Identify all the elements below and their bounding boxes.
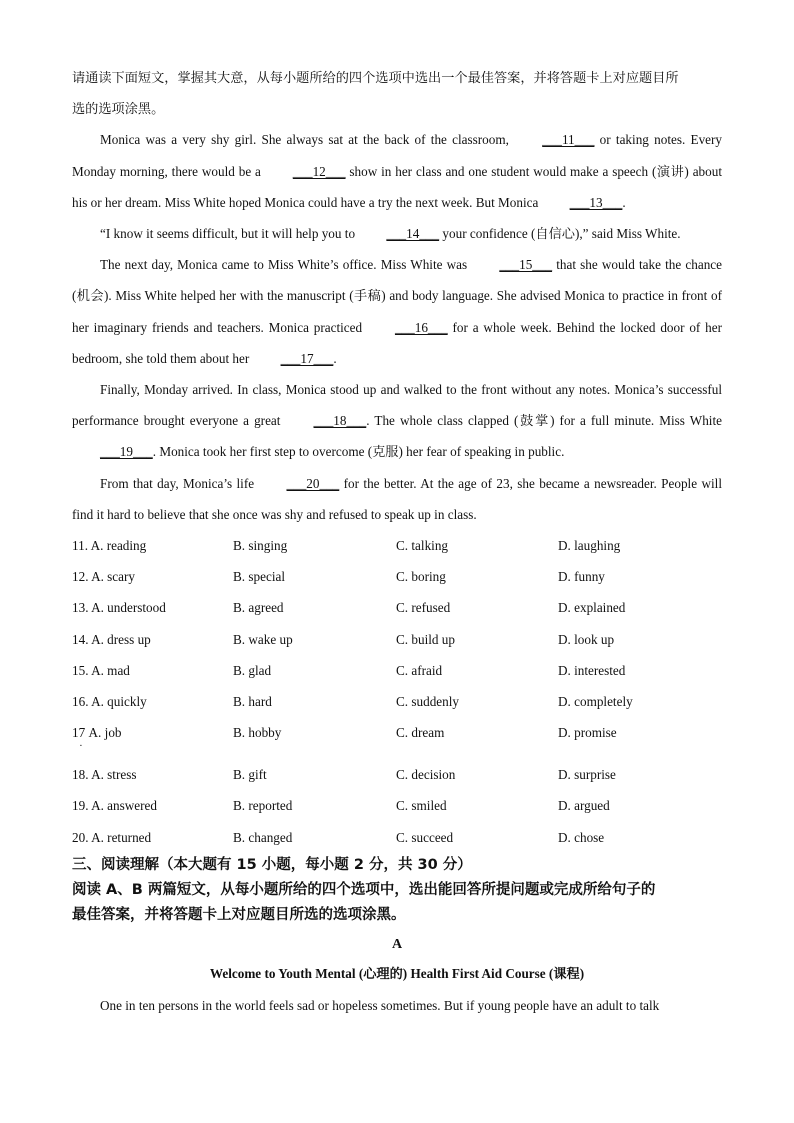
question-row-16 xyxy=(72,686,722,717)
passage-text: . xyxy=(622,194,626,210)
option-c: C. suddenly xyxy=(396,693,460,709)
option-a: 18. A. stress xyxy=(72,767,137,783)
option-a: 12. A. scary xyxy=(72,569,136,585)
option-b: B. hobby xyxy=(233,725,282,741)
option-d: D. completely xyxy=(558,693,633,709)
blank-15: ___15___ xyxy=(499,257,553,273)
passage-text: your confidence (自信心),” said Miss White. xyxy=(439,226,681,242)
option-c: C. succeed xyxy=(396,829,454,845)
option-b: B. changed xyxy=(233,829,293,845)
passage-title: Welcome to Youth Mental (心理的) Health First Aid Course (课程) xyxy=(209,965,585,981)
blank-20: ___20___ xyxy=(286,475,340,491)
question-row-20 xyxy=(72,822,722,853)
question-row-19 xyxy=(72,790,722,821)
option-d: D. laughing xyxy=(558,538,621,554)
option-c: C. refused xyxy=(396,600,451,616)
passage-text: Monica was a very shy girl. She always sat at the back of the classroom, xyxy=(100,132,515,148)
blank-13: ___13___ xyxy=(569,194,623,210)
passage-text: for the better. At the age of 23, she became a newsreader. People will find it hard to believe that she once was shy and refused to speak up in class. xyxy=(72,475,722,522)
passage-text: From that day, Monica’s life xyxy=(100,475,259,491)
passage-text: Finally, Monday arrived. In class, Monica stood up and walked to the front without any notes. Monica’s successful performance brought everyone a great xyxy=(72,382,722,429)
cloze-instruction-line2: 选的选项涂黑。 xyxy=(72,101,165,117)
option-c: C. decision xyxy=(396,767,456,783)
option-d: D. interested xyxy=(558,662,626,678)
blank-16: ___16___ xyxy=(394,319,448,335)
passage-label-a: A xyxy=(391,936,403,952)
option-d: D. surprise xyxy=(558,767,616,783)
option-c: C. build up xyxy=(396,631,455,647)
passage-paragraph-2 xyxy=(72,218,722,249)
cloze-instruction-line1: 请通读下面短文，掌握其大意，从每小题所给的四个选项中选出一个最佳答案，并将答题卡上对应题目所 xyxy=(72,70,679,85)
option-b: B. special xyxy=(233,569,286,585)
passage-text: for a whole week. Behind the locked door of her bedroom, she told them about her xyxy=(72,319,723,366)
option-b: B. reported xyxy=(233,798,293,814)
option-a: 15. A. mad xyxy=(72,662,130,678)
option-c: C. talking xyxy=(396,538,449,554)
option-c: C. afraid xyxy=(396,662,443,678)
question-row-17 xyxy=(72,717,722,759)
passage-text: that she would take the chance (机会). Miss White helped her with the manuscript (手稿) and body language. She advised Monica to practice in front of her imaginary friends and teachers. Monica practiced xyxy=(72,257,722,335)
passage-paragraph-3 xyxy=(72,249,722,374)
question-row-14 xyxy=(72,624,722,655)
question-row-15 xyxy=(72,655,722,686)
option-b: B. agreed xyxy=(233,600,284,616)
option-a: 16. A. quickly xyxy=(72,693,147,709)
question-row-13 xyxy=(72,592,722,623)
question-row-12 xyxy=(72,561,722,592)
option-d: D. funny xyxy=(558,569,605,585)
option-d: D. argued xyxy=(558,798,610,814)
passage-text: or taking notes. Every Monday morning, there would be a xyxy=(72,132,722,179)
blank-18: ___18___ xyxy=(313,413,367,429)
option-b: B. singing xyxy=(233,538,288,554)
option-c: C. smiled xyxy=(396,798,447,814)
passage-paragraph-4 xyxy=(72,374,722,468)
passage-text: “I know it seems difficult, but it will help you to xyxy=(100,226,359,242)
exam-page xyxy=(72,62,722,1021)
option-a: 20. A. returned xyxy=(72,829,152,845)
passage-first-line: One in ten persons in the world feels sad or hopeless sometimes. But if young people have an adult to talk xyxy=(100,997,660,1013)
blank-17: ___17___ xyxy=(280,350,334,366)
passage-text: show in her class and one student would make a speech (演讲) about his or her dream. Miss White hoped Monica could have a try the next week. But Monica xyxy=(72,163,722,210)
blank-14: ___14___ xyxy=(386,226,440,242)
option-c: C. dream xyxy=(396,725,445,741)
passage-text: . Monica took her first step to overcome (克服) her fear of speaking in public. xyxy=(152,444,565,460)
option-a: 14. A. dress up xyxy=(72,631,151,647)
options-list xyxy=(72,530,722,853)
blank-11: ___11___ xyxy=(542,132,595,148)
question-row-18 xyxy=(72,759,722,790)
option-d: D. look up xyxy=(558,631,615,647)
option-a: 11. A. reading xyxy=(72,538,147,554)
passage-text: . xyxy=(333,350,337,366)
option-b: B. glad xyxy=(233,662,272,678)
option-d: D. explained xyxy=(558,600,626,616)
passage-text: The next day, Monica came to Miss White’s office. Miss White was xyxy=(100,257,472,273)
blank-12: ___12___ xyxy=(292,163,346,179)
passage-paragraph-1 xyxy=(72,124,722,218)
option-b: B. gift xyxy=(233,767,267,783)
option-c: C. boring xyxy=(396,569,446,585)
passage-paragraph-5 xyxy=(72,468,722,530)
section-heading: 三、阅读理解（本大题有 15 小题，每小题 2 分，共 30 分） xyxy=(72,856,472,873)
option-d: D. promise xyxy=(558,725,617,741)
blank-19: ___19___ xyxy=(100,444,153,460)
option-b: B. hard xyxy=(233,693,272,709)
option-d: D. chose xyxy=(558,829,605,845)
option-a: 19. A. answered xyxy=(72,798,157,814)
passage-text: . The whole class clapped (鼓掌) for a full minute. Miss White xyxy=(366,413,722,429)
question-row-11 xyxy=(72,530,722,561)
option-a: 13. A. understood xyxy=(72,600,166,616)
option-a: 17·A. job xyxy=(72,717,233,759)
cloze-instruction xyxy=(72,62,722,124)
option-b: B. wake up xyxy=(233,631,293,647)
section-instruction: 阅读 A、B 两篇短文，从每小题所给的四个选项中，选出能回答所提问题或完成所给句子的 最佳答案，并将答题卡上对应题目所选的选项涂黑。 xyxy=(72,881,656,923)
stray-dot: · xyxy=(79,741,83,753)
